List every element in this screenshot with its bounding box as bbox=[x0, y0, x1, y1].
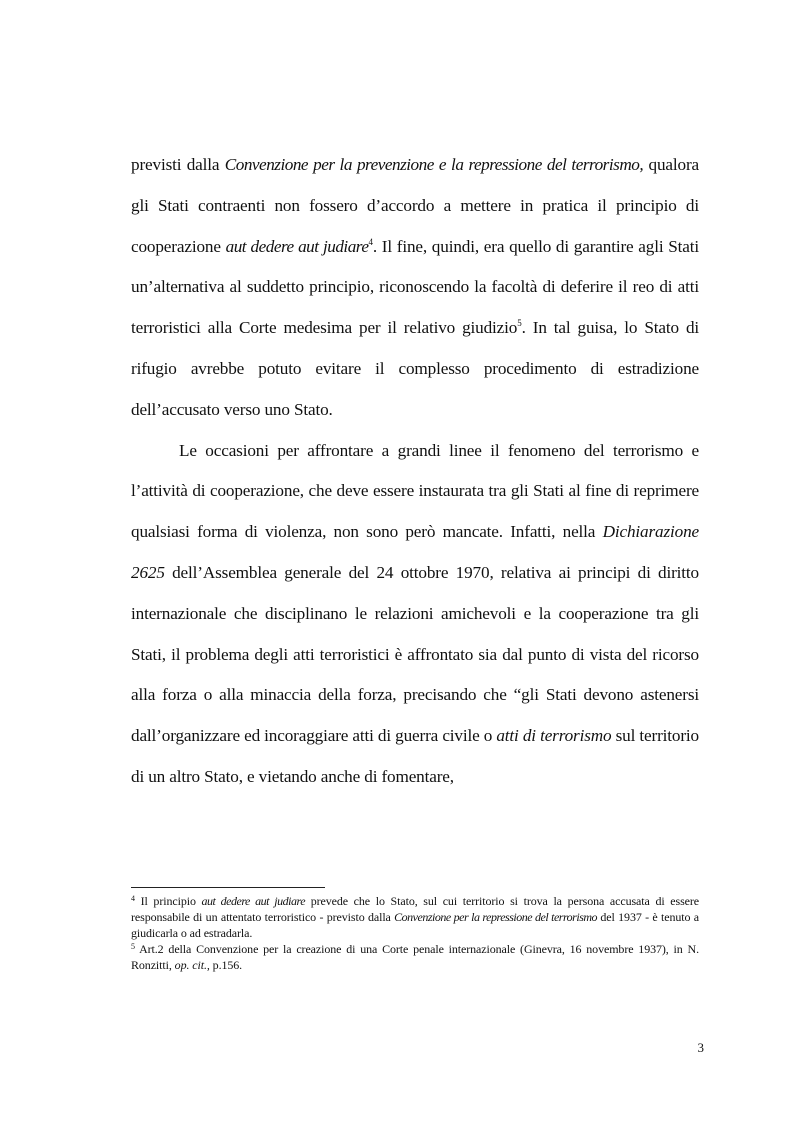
italic-citation: op. cit., bbox=[174, 958, 210, 972]
footnote-4 bbox=[131, 893, 699, 941]
main-text bbox=[131, 145, 699, 798]
paragraph-1 bbox=[131, 145, 699, 431]
text-run: . In tal guisa, lo Stato di rifugio avrebbe potuto evitare il complesso procedimento di estradizione dell’accusato verso uno Stato. bbox=[131, 318, 700, 419]
footnote-separator bbox=[131, 887, 325, 888]
italic-phrase: atti di terrorismo bbox=[496, 726, 612, 746]
footnote-ref-5[interactable]: 5 bbox=[517, 318, 522, 329]
footnote-ref-4[interactable]: 4 bbox=[368, 236, 373, 247]
paragraph-2 bbox=[131, 431, 699, 798]
footnote-number: 4 bbox=[131, 894, 135, 903]
text-run: del 1937 - è tenuto a giudicarla o ad estradarla. bbox=[131, 910, 699, 940]
text-run: prevede che lo Stato, sul cui territorio si trova la persona accusata di essere responsabile di un attentato terroristico - previsto dalla bbox=[131, 894, 699, 924]
text-run: Art.2 della Convenzione per la creazione di una Corte penale internazionale (Ginevra, 16 novembre 1937), in N. Ronzitti, bbox=[131, 942, 699, 972]
text-run: Le occasioni per affrontare a grandi linee il fenomeno del terrorismo e l’attività di cooperazione, che deve essere instaurata tra gli Stati al fine di reprimere qualsiasi forma di violenza, non sono però mancate. Infatti, nella bbox=[131, 440, 699, 542]
italic-latin-principle: aut dedere aut judiare bbox=[225, 236, 369, 256]
text-run: sul territorio di un altro Stato, e vietando anche di fomentare, bbox=[131, 726, 699, 786]
text-run: Il principio bbox=[134, 894, 202, 908]
footnote-5 bbox=[131, 941, 699, 973]
footnote-number: 5 bbox=[131, 942, 135, 951]
text-run: . Il fine, quindi, era quello di garantire agli Stati un’alternativa al suddetto principio, riconoscendo la facoltà di deferire il reo di atti terroristici alla Corte medesima per il relativo giudizio bbox=[131, 236, 700, 338]
text-run: previsti dalla bbox=[131, 155, 225, 174]
footnotes bbox=[131, 893, 699, 973]
italic-convention-title: Convenzione per la repressione del terrorismo bbox=[394, 910, 598, 924]
text-run: p.156. bbox=[209, 958, 243, 972]
italic-convention-title: Convenzione per la prevenzione e la repressione del terrorismo, bbox=[224, 155, 644, 174]
italic-latin-principle: aut dedere aut judiare bbox=[201, 894, 306, 908]
page-number: 3 bbox=[697, 1040, 704, 1055]
text-run: dell’Assemblea generale del 24 ottobre 1970, relativa ai principi di diritto internazionale che disciplinano le relazioni amichevoli e la cooperazione tra gli Stati, il problema degli atti terroristici è affrontato sia dal punto di vista del ricorso alla forza o alla minaccia della forza, precisando che “gli Stati devono astenersi dall’organizzare ed incoraggiare atti di guerra civile o bbox=[131, 562, 699, 746]
italic-declaration-title: Dichiarazione 2625 bbox=[131, 522, 699, 582]
text-run: qualora gli Stati contraenti non fossero d’accordo a mettere in pratica il principio di cooperazione bbox=[131, 155, 699, 256]
